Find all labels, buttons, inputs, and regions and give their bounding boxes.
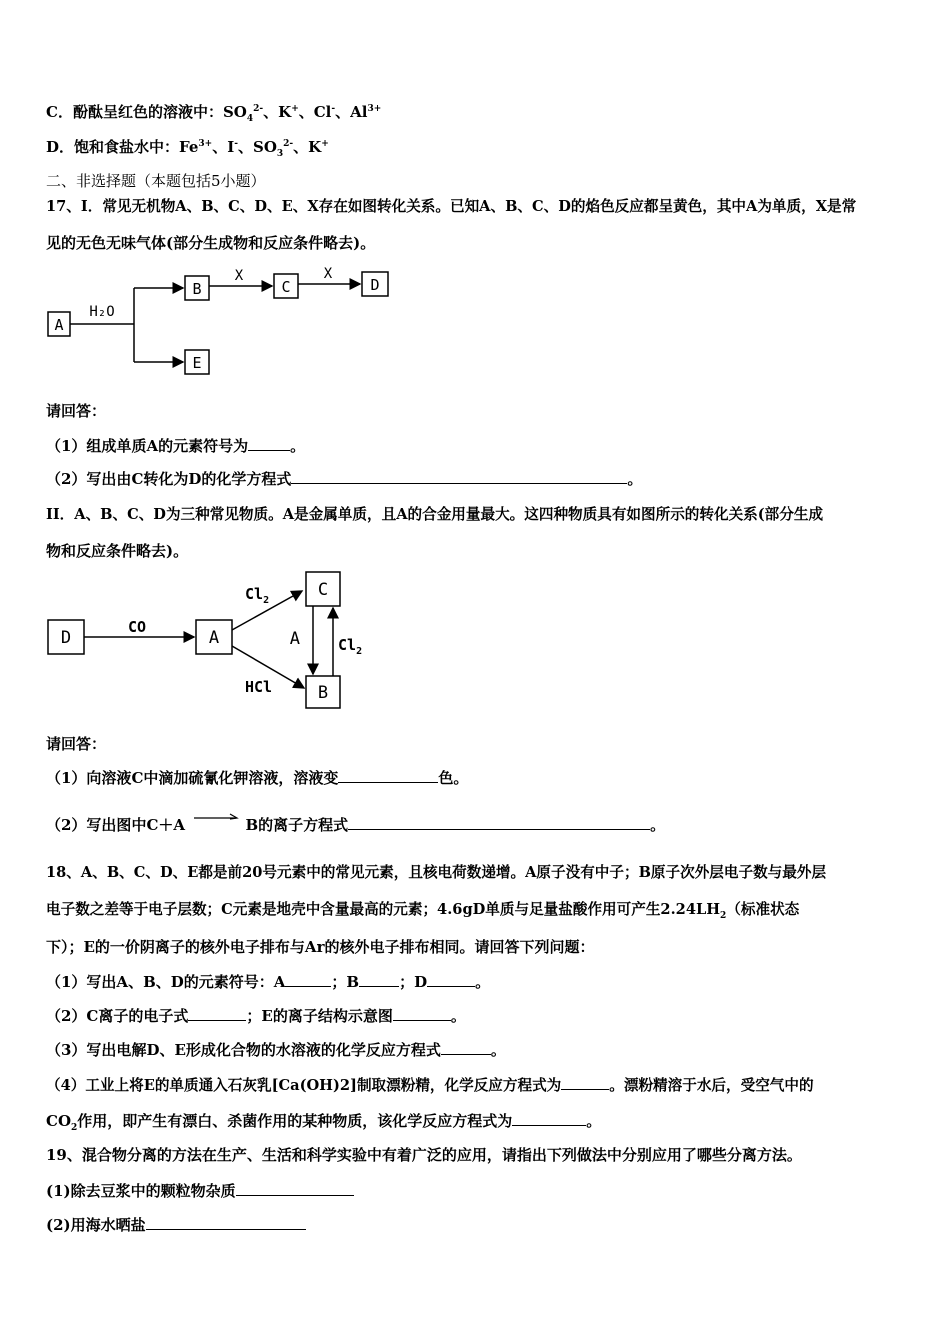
answer-blank[interactable] <box>236 1180 354 1196</box>
reagent-cl2-right: $Cl_2$ <box>338 636 363 657</box>
please-answer-1: 请回答： <box>46 402 107 420</box>
answer-blank[interactable] <box>348 814 650 830</box>
reaction-diagram-2 <box>40 566 380 716</box>
label-e: E <box>192 354 202 372</box>
label-d2: D <box>60 628 72 648</box>
q17-sub-4: （2）写出图中C＋A B的离子方程式 。 <box>46 816 666 834</box>
answer-blank[interactable] <box>248 435 290 451</box>
q18-line-3: 下）；E的一价阴离子的核外电子排布与Ar的核外电子排布相同。请回答下列问题： <box>46 938 595 956</box>
label-b: B <box>192 280 202 298</box>
q18-sub-1: （1）写出A、B、D的元素符号：A ；B ；D 。 <box>46 973 491 991</box>
arrow-icon <box>190 819 240 833</box>
answer-blank[interactable] <box>146 1214 306 1230</box>
please-answer-2: 请回答： <box>46 735 107 753</box>
q17-paragraph-2b: 物和反应条件略去)。 <box>46 542 189 560</box>
section-heading: 二、非选择题（本题包括5小题） <box>46 172 266 190</box>
answer-blank[interactable] <box>441 1039 491 1055</box>
label-b2: B <box>317 683 329 703</box>
q17-sub-2: （2）写出由C转化为D的化学方程式 。 <box>46 470 643 488</box>
answer-blank[interactable] <box>512 1110 586 1126</box>
q18-sub-4: （4）工业上将E的单质通入石灰乳[Ca(OH)2]制取漂粉精，化学反应方程式为 。漂粉精溶于水后，受空气中的 <box>46 1074 906 1096</box>
reagent-x1: X <box>234 268 244 284</box>
answer-blank[interactable] <box>393 1005 451 1021</box>
q18-line-2: 电子数之差等于电子层数；C元素是地壳中含量最高的元素；4.6gD单质与足量盐酸作用可产生$2.24LH_2$（标准状态 <box>46 901 800 921</box>
answer-blank[interactable] <box>359 971 399 987</box>
answer-blank[interactable] <box>338 767 438 783</box>
answer-blank[interactable] <box>285 971 331 987</box>
reaction-diagram-1 <box>40 258 400 383</box>
answer-blank[interactable] <box>188 1005 246 1021</box>
q17-paragraph-1b: 见的无色无味气体(部分生成物和反应条件略去)。 <box>46 234 376 252</box>
q19-line-1: 19、混合物分离的方法在生产、生活和科学实验中有着广泛的应用，请指出下列做法中分别应用了哪些分离方法。 <box>46 1146 802 1164</box>
label-d: D <box>370 276 380 294</box>
label-a: A <box>54 316 64 334</box>
label-a2: A <box>208 628 220 648</box>
reagent-x2: X <box>323 266 333 282</box>
q19-item-1: (1)除去豆浆中的颗粒物杂质 <box>46 1180 906 1201</box>
answer-blank[interactable] <box>291 468 627 484</box>
q18-sub-2: （2）C离子的电子式 ；E的离子结构示意图 。 <box>46 1007 466 1025</box>
q17-paragraph-2: II．A、B、C、D为三种常见物质。A是金属单质，且A的合金用量最大。这四种物质具有如图所示的转化关系(部分生成 <box>46 506 824 523</box>
q19-item-2: (2)用海水晒盐 <box>46 1214 906 1235</box>
answer-blank[interactable] <box>561 1074 609 1090</box>
reagent-co: CO <box>127 618 147 636</box>
reagent-h2o: H₂O <box>89 304 115 320</box>
option-d: D．饱和食盐水中：$Fe^{3+}$、I-、$SO_3^{2-}$、K+ <box>46 138 329 159</box>
label-c: C <box>281 278 291 296</box>
label-c2: C <box>317 580 329 600</box>
answer-blank[interactable] <box>427 971 475 987</box>
q18-line-1: 18、A、B、C、D、E都是前20号元素中的常见元素，且核电荷数递增。A原子没有中子；B原子次外层电子数与最外层 <box>46 864 827 881</box>
q17-sub-1: （1）组成单质A的元素符号为 。 <box>46 437 306 455</box>
option-c: C．酚酞呈红色的溶液中：$SO_4^{2-}$、K+、Cl-、$Al^{3+}$ <box>46 103 382 124</box>
reagent-cl2-top: $Cl_2$ <box>245 585 270 606</box>
q18-sub-3: （3）写出电解D、E形成化合物的水溶液的化学反应方程式 。 <box>46 1041 506 1059</box>
q18-sub-4b: $CO_2$作用，即产生有漂白、杀菌作用的某种物质，该化学反应方程式为 。 <box>46 1112 602 1133</box>
reagent-hcl: HCl <box>245 678 273 696</box>
reagent-a-mid: A <box>289 629 300 649</box>
q17-paragraph-1: 17、I．常见无机物A、B、C、D、E、X存在如图转化关系。已知A、B、C、D的焰色反应都呈黄色，其中A为单质，X是常 <box>46 198 857 215</box>
q17-sub-3: （1）向溶液C中滴加硫氰化钾溶液，溶液变 色。 <box>46 769 469 787</box>
